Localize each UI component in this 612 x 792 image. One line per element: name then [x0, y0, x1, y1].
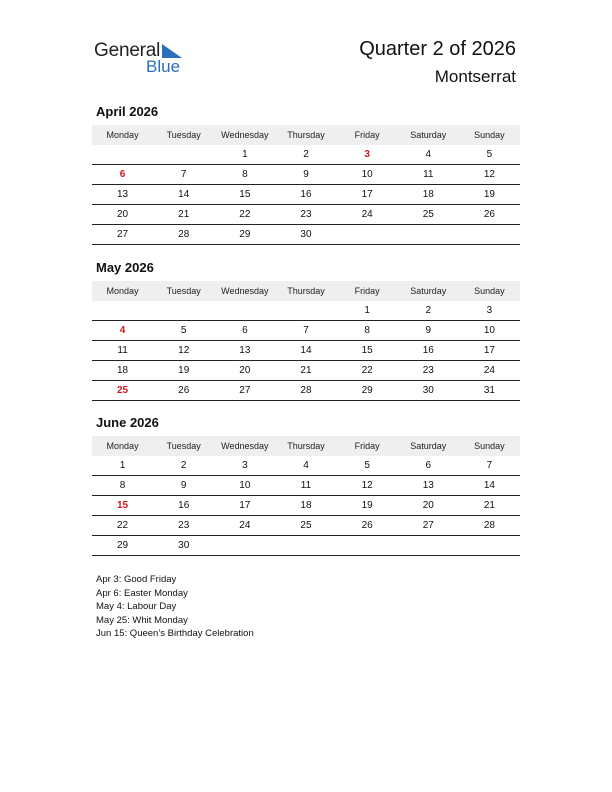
weekday-header: Wednesday [214, 436, 275, 456]
week-row [92, 225, 520, 245]
day-cell: 22 [214, 205, 275, 225]
day-cell: 8 [92, 476, 153, 496]
day-cell: 19 [337, 496, 398, 516]
week-row [92, 516, 520, 536]
day-cell: 18 [398, 185, 459, 205]
logo [94, 40, 204, 80]
day-cell: 2 [275, 145, 336, 165]
day-cell: 21 [275, 361, 336, 381]
week-row [92, 361, 520, 381]
day-cell: 30 [153, 536, 214, 556]
day-cell: 31 [459, 381, 520, 401]
day-cell: 16 [275, 185, 336, 205]
weekday-header: Wednesday [214, 281, 275, 301]
month-may [92, 260, 522, 401]
day-cell: 8 [337, 321, 398, 341]
day-cell: 22 [92, 516, 153, 536]
day-cell: 23 [153, 516, 214, 536]
day-cell: 29 [92, 536, 153, 556]
day-cell [214, 301, 275, 321]
weekday-header-row [92, 436, 520, 456]
day-cell: 7 [153, 165, 214, 185]
weekday-header: Friday [337, 436, 398, 456]
logo-blue-text: Blue [146, 57, 181, 76]
day-cell: 21 [153, 205, 214, 225]
month-title: April 2026 [96, 104, 159, 119]
weekday-header: Thursday [275, 125, 336, 145]
day-cell [398, 225, 459, 245]
day-cell: 3 [337, 145, 398, 165]
week-row [92, 145, 520, 165]
day-cell: 11 [92, 341, 153, 361]
day-cell [337, 225, 398, 245]
day-cell: 24 [214, 516, 275, 536]
weekday-header: Saturday [398, 436, 459, 456]
day-cell: 24 [459, 361, 520, 381]
calendar-table [92, 281, 520, 401]
day-cell: 17 [337, 185, 398, 205]
day-cell: 7 [459, 456, 520, 476]
day-cell: 12 [153, 341, 214, 361]
day-cell [459, 225, 520, 245]
country-name: Montserrat [434, 67, 516, 86]
month-title: May 2026 [96, 260, 154, 275]
day-cell [153, 301, 214, 321]
weekday-header: Tuesday [153, 125, 214, 145]
week-row [92, 381, 520, 401]
day-cell: 17 [214, 496, 275, 516]
holiday-note: Apr 6: Easter Monday [96, 587, 188, 599]
weekday-header: Sunday [459, 281, 520, 301]
day-cell: 6 [398, 456, 459, 476]
weekday-header: Monday [92, 125, 153, 145]
day-cell: 11 [398, 165, 459, 185]
logo-general-text: General [94, 40, 161, 61]
day-cell: 24 [337, 205, 398, 225]
day-cell: 14 [275, 341, 336, 361]
day-cell [275, 301, 336, 321]
day-cell: 22 [337, 361, 398, 381]
week-row [92, 536, 520, 556]
day-cell: 20 [92, 205, 153, 225]
day-cell: 18 [92, 361, 153, 381]
day-cell [214, 536, 275, 556]
holiday-note: May 4: Labour Day [96, 601, 177, 612]
day-cell: 9 [398, 321, 459, 341]
holiday-notes [96, 573, 254, 641]
day-cell: 5 [153, 321, 214, 341]
day-cell: 10 [337, 165, 398, 185]
day-cell: 12 [459, 165, 520, 185]
week-row [92, 301, 520, 321]
day-cell: 15 [214, 185, 275, 205]
day-cell: 7 [275, 321, 336, 341]
day-cell: 21 [459, 496, 520, 516]
day-cell: 29 [337, 381, 398, 401]
day-cell: 14 [153, 185, 214, 205]
month-title: June 2026 [96, 415, 159, 430]
day-cell: 1 [337, 301, 398, 321]
weekday-header: Saturday [398, 281, 459, 301]
day-cell: 30 [398, 381, 459, 401]
day-cell: 25 [92, 381, 153, 401]
week-row [92, 185, 520, 205]
day-cell: 27 [398, 516, 459, 536]
weekday-header: Friday [337, 125, 398, 145]
weekday-header: Sunday [459, 125, 520, 145]
day-cell [459, 536, 520, 556]
day-cell: 2 [398, 301, 459, 321]
holiday-note: Jun 15: Queen’s Birthday Celebration [96, 628, 254, 639]
day-cell: 9 [153, 476, 214, 496]
week-row [92, 205, 520, 225]
weekday-header: Friday [337, 281, 398, 301]
day-cell: 1 [214, 145, 275, 165]
quarter-title: Quarter 2 of 2026 [359, 38, 516, 60]
day-cell: 20 [214, 361, 275, 381]
day-cell: 12 [337, 476, 398, 496]
day-cell: 26 [459, 205, 520, 225]
day-cell: 6 [92, 165, 153, 185]
weekday-header: Saturday [398, 125, 459, 145]
day-cell [337, 536, 398, 556]
day-cell: 4 [398, 145, 459, 165]
day-cell: 4 [92, 321, 153, 341]
day-cell: 19 [459, 185, 520, 205]
month-june [92, 415, 522, 556]
day-cell [92, 145, 153, 165]
day-cell: 18 [275, 496, 336, 516]
day-cell [398, 536, 459, 556]
day-cell: 13 [92, 185, 153, 205]
weekday-header: Thursday [275, 436, 336, 456]
weekday-header: Wednesday [214, 125, 275, 145]
day-cell: 10 [214, 476, 275, 496]
day-cell: 16 [398, 341, 459, 361]
day-cell: 28 [275, 381, 336, 401]
day-cell: 5 [459, 145, 520, 165]
month-april [92, 104, 522, 245]
day-cell: 29 [214, 225, 275, 245]
week-row [92, 165, 520, 185]
calendar-table [92, 436, 520, 556]
day-cell [153, 145, 214, 165]
weekday-header: Tuesday [153, 281, 214, 301]
day-cell: 26 [337, 516, 398, 536]
day-cell: 28 [459, 516, 520, 536]
week-row [92, 456, 520, 476]
day-cell: 19 [153, 361, 214, 381]
week-row [92, 496, 520, 516]
day-cell: 30 [275, 225, 336, 245]
day-cell: 15 [92, 496, 153, 516]
weekday-header-row [92, 125, 520, 145]
day-cell: 13 [214, 341, 275, 361]
day-cell: 17 [459, 341, 520, 361]
day-cell: 28 [153, 225, 214, 245]
day-cell: 2 [153, 456, 214, 476]
day-cell: 13 [398, 476, 459, 496]
week-row [92, 476, 520, 496]
weekday-header: Sunday [459, 436, 520, 456]
day-cell: 23 [398, 361, 459, 381]
weekday-header-row [92, 281, 520, 301]
weekday-header: Tuesday [153, 436, 214, 456]
weekday-header: Thursday [275, 281, 336, 301]
day-cell: 25 [275, 516, 336, 536]
day-cell: 3 [459, 301, 520, 321]
day-cell: 4 [275, 456, 336, 476]
holiday-note: May 25: Whit Monday [96, 614, 188, 626]
day-cell: 16 [153, 496, 214, 516]
day-cell: 6 [214, 321, 275, 341]
day-cell [275, 536, 336, 556]
week-row [92, 321, 520, 341]
holiday-note: Apr 3: Good Friday [96, 574, 177, 585]
day-cell: 3 [214, 456, 275, 476]
day-cell: 1 [92, 456, 153, 476]
week-row [92, 341, 520, 361]
day-cell: 5 [337, 456, 398, 476]
day-cell: 14 [459, 476, 520, 496]
day-cell: 8 [214, 165, 275, 185]
day-cell: 27 [214, 381, 275, 401]
calendar-table [92, 125, 520, 245]
day-cell: 20 [398, 496, 459, 516]
weekday-header: Monday [92, 281, 153, 301]
day-cell: 26 [153, 381, 214, 401]
weekday-header: Monday [92, 436, 153, 456]
day-cell [92, 301, 153, 321]
day-cell: 10 [459, 321, 520, 341]
day-cell: 25 [398, 205, 459, 225]
day-cell: 15 [337, 341, 398, 361]
day-cell: 9 [275, 165, 336, 185]
day-cell: 11 [275, 476, 336, 496]
day-cell: 23 [275, 205, 336, 225]
day-cell: 27 [92, 225, 153, 245]
